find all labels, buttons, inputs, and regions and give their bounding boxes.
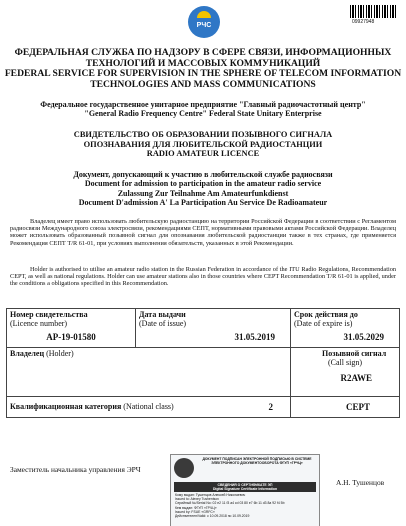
rights-paragraph-en: Holder is authorised to utilise an amateur radio station in the Russian Federation in accordance of the ITU Radio Regulations, Recommendation CEPT, as well as national regulations. Holder can use amateur stations also in those countries where CEPT Recommendation T/R 61-01 is applied, under the conditions a obligations specified in this Recommendation. — [10, 266, 396, 288]
document-subtitle — [0, 170, 406, 208]
signatory-name: А.Н. Тушенцов — [336, 478, 385, 487]
national-class-label-ru: Квалификационная категория — [10, 402, 122, 411]
national-class-cell — [7, 397, 291, 418]
expiry-date-label-ru: Срок действия до — [294, 310, 358, 319]
licence-number-cell — [7, 309, 136, 348]
licence-number-label-en: (Licence number) — [10, 319, 68, 328]
stamp-line: Кому выдан: Тушенцов Алексей Николаевич — [175, 493, 246, 497]
emblem-icon — [174, 458, 194, 478]
grfc-logo — [188, 6, 220, 38]
callsign-value: R2AWE — [340, 373, 372, 383]
table-row — [7, 348, 400, 397]
electronic-signature-stamp — [170, 454, 320, 526]
licence-number-label-ru: Номер свидетельства — [10, 310, 88, 319]
stamp-line: Серийный №/Serial No: 02 e2 11 f3 a4 cd 03 80 e7 6b 11 d3 8a 92 f4 5b — [175, 501, 285, 506]
table-row — [7, 309, 400, 348]
authority-heading — [0, 48, 406, 90]
expiry-date-label-en: (Date of expire is) — [294, 319, 353, 328]
signatory-position: Заместитель начальника управления ЭРЧ — [10, 465, 141, 474]
holder-label-ru: Владелец — [10, 349, 45, 358]
stamp-line: Действителен/Valid: с 10.09.2018 по 10.09.2019 — [175, 514, 250, 519]
holder-label-en: (Holder) — [46, 349, 74, 358]
holder-cell — [7, 348, 291, 397]
expiry-date-cell — [291, 309, 400, 348]
stamp-line: Кем выдан: ФГУП «ГРЧЦ» — [175, 505, 217, 510]
stamp-line: Issued by: FSUE «GRFC» — [175, 509, 215, 514]
class-scheme-cell — [291, 397, 400, 418]
table-row — [7, 397, 400, 418]
enterprise-en: "General Radio Frequency Centre" Federal State Unitary Enterprise — [84, 109, 322, 118]
logo-emblem-icon — [197, 11, 211, 18]
issue-date-value: 31.05.2019 — [234, 332, 275, 342]
holder-label — [10, 349, 287, 358]
enterprise-ru: Федеральное государственное унитарное предприятие "Главный радиочастотный центр" — [40, 100, 366, 109]
stamp-title-bar — [174, 482, 316, 492]
licence-number-value: AP-19-01580 — [46, 332, 96, 342]
title-en: RADIO AMATEUR LICENCE — [146, 149, 260, 159]
issue-date-label-ru: Дата выдачи — [139, 310, 186, 319]
callsign-cell — [291, 348, 400, 397]
class-scheme-value: CEPT — [345, 402, 370, 412]
stamp-line: Issued to: Alexey Tushentsov — [175, 497, 219, 502]
national-class-value: 2 — [268, 402, 273, 412]
issue-date-label-en: (Date of issue) — [139, 319, 187, 328]
enterprise-heading — [0, 100, 406, 118]
callsign-label-ru: Позывной сигнал — [322, 349, 387, 358]
document-title — [0, 130, 406, 159]
stamp-subtitle: Digital Signature Certificate Information — [212, 487, 278, 492]
authority-ru: ФЕДЕРАЛЬНАЯ СЛУЖБА ПО НАДЗОРУ В СФЕРЕ СВЯЗИ, ИНФОРМАЦИОННЫХ ТЕХНОЛОГИЙ И МАССОВЫХ КОММУНИКАЦИЙ — [14, 47, 392, 69]
stamp-header: ДОКУМЕНТ ПОДПИСАН ЭЛЕКТРОННОЙ ПОДПИСЬЮ В СИСТЕМЕ ЭЛЕКТРОННОГО ДОКУМЕНТООБОРОТА ФГУП «ГРЧЦ» — [202, 457, 312, 466]
national-class-label-en: (National class) — [123, 402, 174, 411]
subtitle-fr: Document D'admission A' La Participation Au Service De Radioamateur — [78, 198, 328, 208]
issue-date-cell — [136, 309, 291, 348]
rights-paragraph-ru: Владелец имеет право использовать любительскую радиостанцию на территории Российской Федерации в соответствии с Регламентом радиосвязи Международного союза электросвязи, рекомендациями СЕПТ, нормативными правовыми актами Российской Федерации. Владелец может использовать образованный позывной сигнал для опознавания любительской радиостанции также в тех странах, где применяется Рекомендация СЕПТ T/R 61-01, при условиях выполнения обязательств, указанных в этой Рекомендации. — [10, 218, 396, 247]
logo-text: РЧС — [196, 21, 212, 29]
callsign-label-en: (Call sign) — [328, 358, 362, 367]
subtitle-en: Document for admission to participation in the amateur radio service — [84, 179, 322, 189]
stamp-title: СВЕДЕНИЯ О СЕРТИФИКАТЕ ЭП — [217, 483, 273, 487]
expiry-date-value: 31.05.2029 — [343, 332, 384, 342]
subtitle-de: Zulassung Zur Teilnahme Am Amateurfunkdienst — [117, 188, 289, 198]
authority-en: FEDERAL SERVICE FOR SUPERVISION IN THE SPHERE OF TELECOM INFORMATION TECHNOLOGIES AND MASS COMMUNICATIONS — [4, 68, 402, 90]
licence-details-table — [6, 308, 400, 418]
title-ru: СВИДЕТЕЛЬСТВО ОБ ОБРАЗОВАНИИ ПОЗЫВНОГО СИГНАЛА ОПОЗНАВАНИЯ ДЛЯ ЛЮБИТЕЛЬСКОЙ РАДИОСТАНЦИИ — [73, 130, 333, 149]
barcode-number: 09927948 — [352, 19, 375, 25]
subtitle-ru: Документ, допускающий к участию в любительской службе радиосвязи — [73, 170, 333, 179]
barcode-icon — [350, 5, 398, 18]
stamp-details — [175, 493, 315, 518]
